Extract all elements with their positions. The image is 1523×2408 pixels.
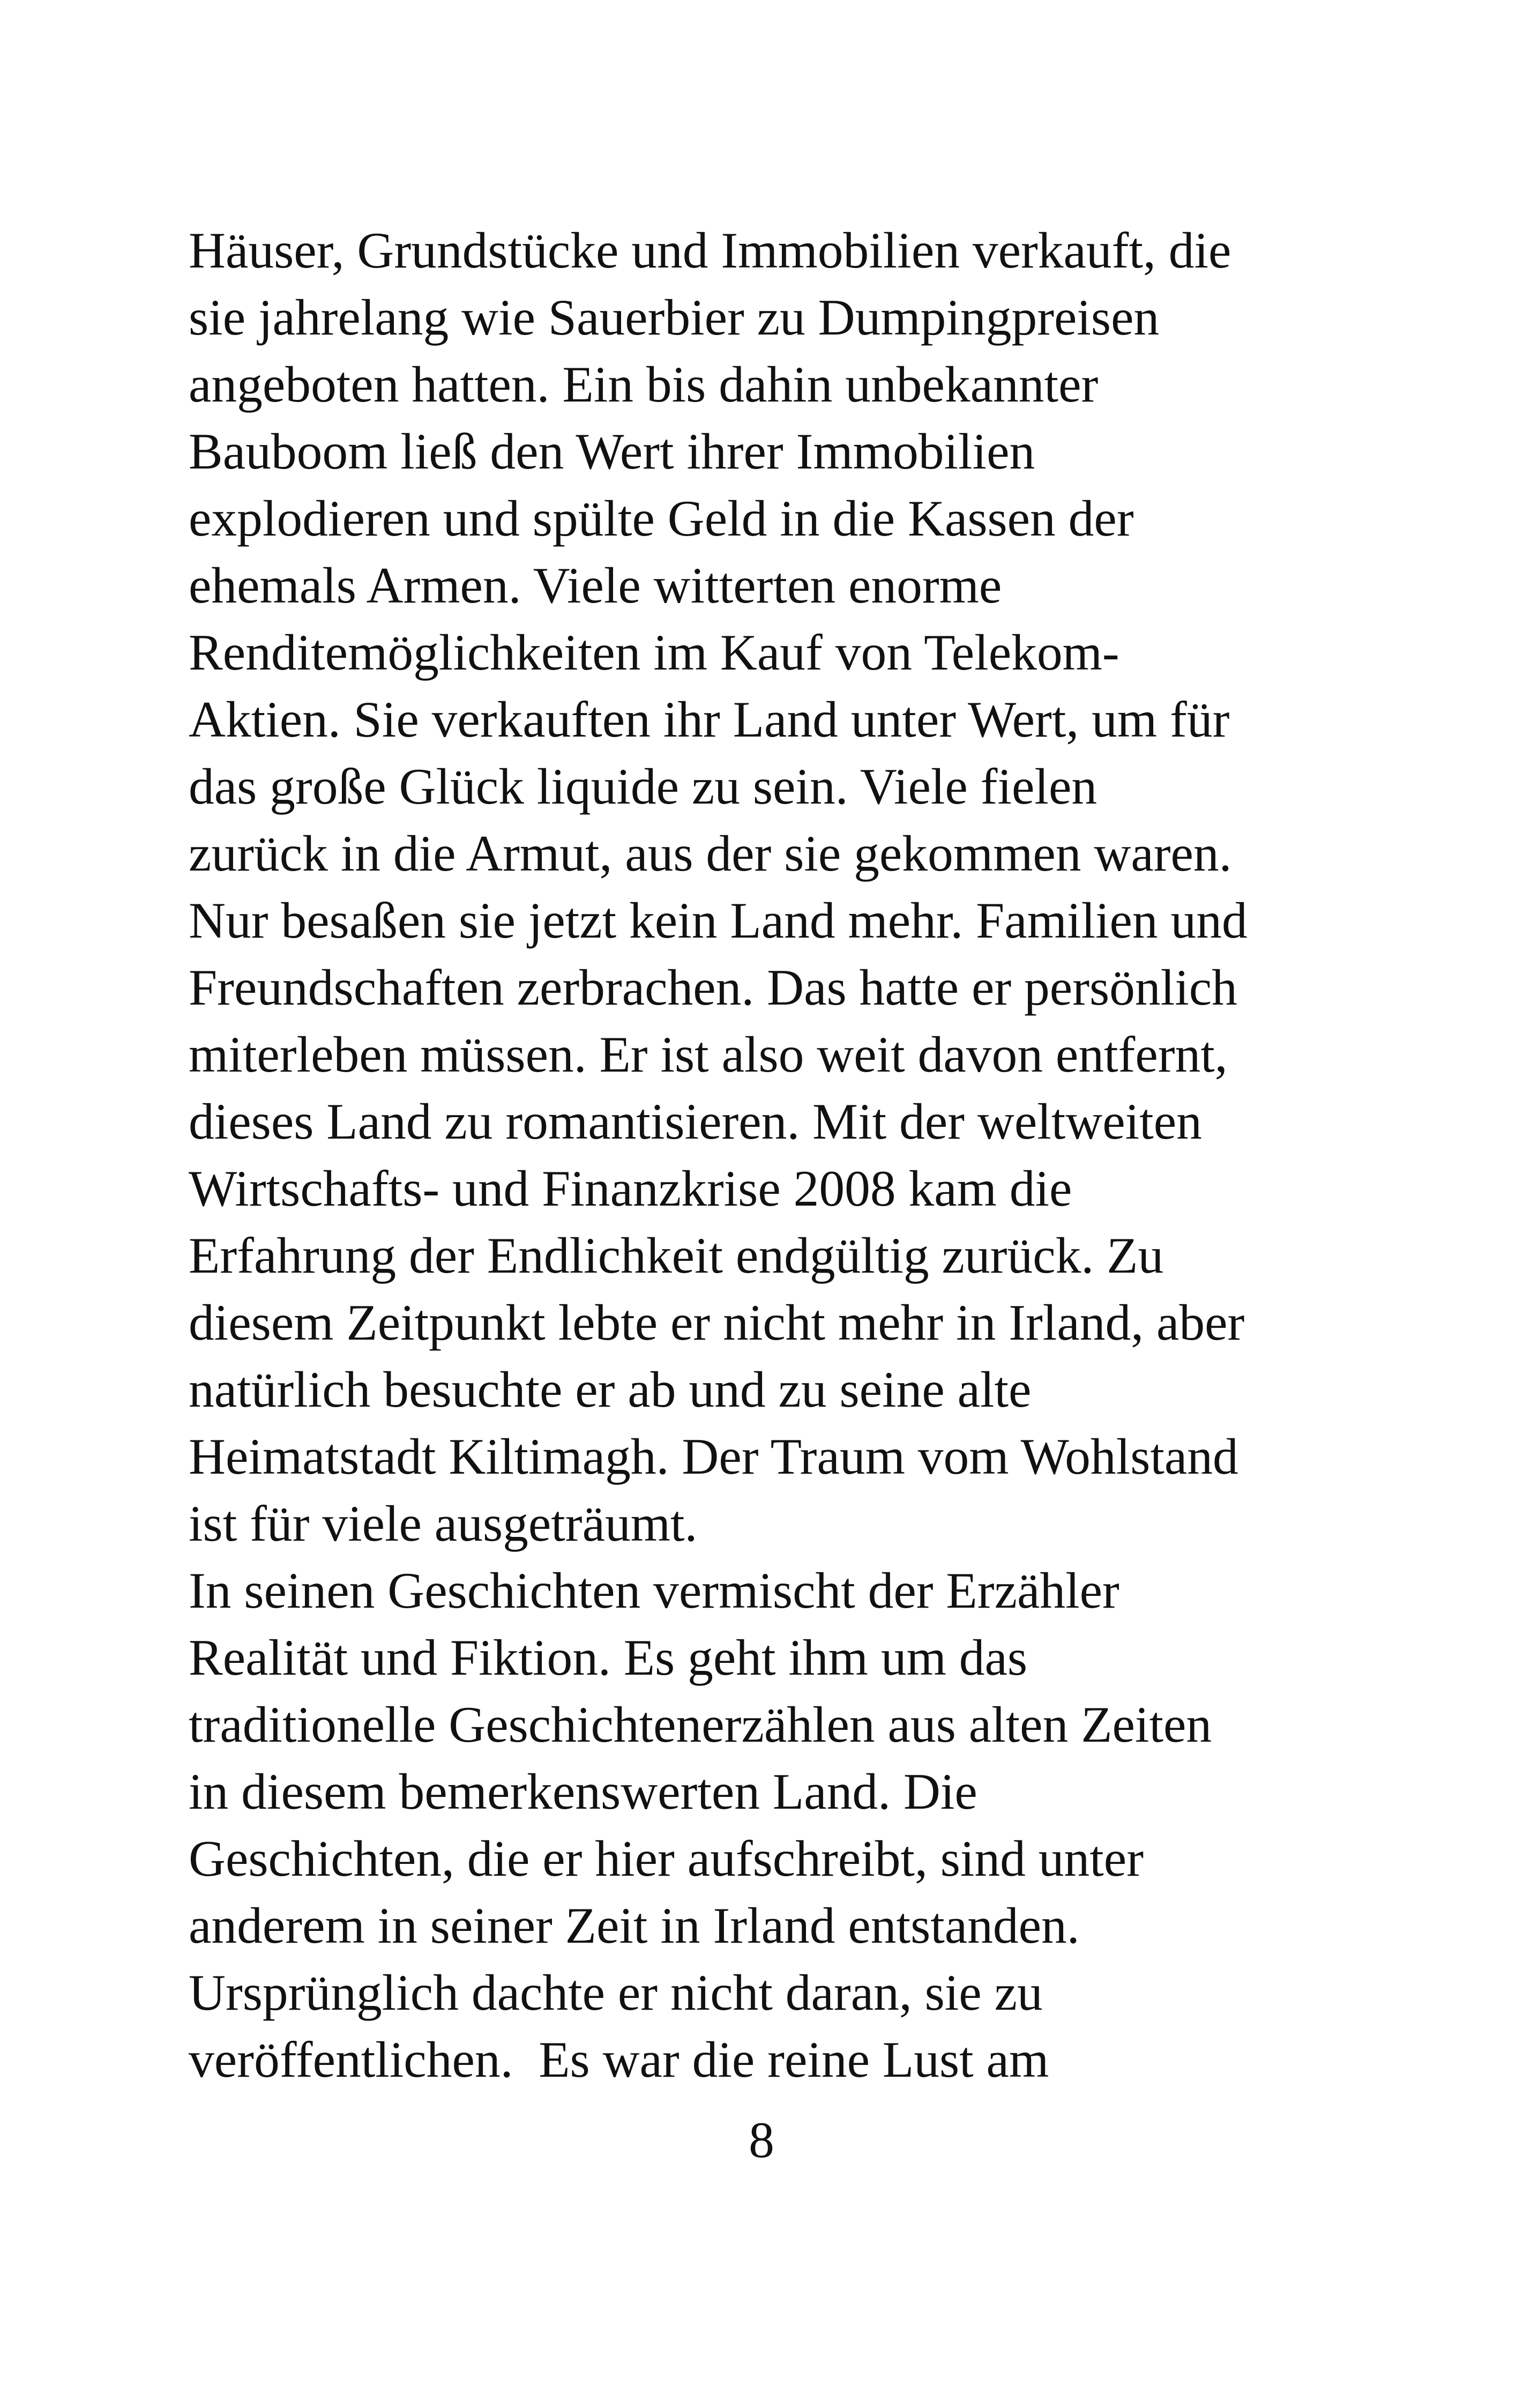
text-line: das große Glück liquide zu sein. Viele fielen	[189, 758, 1098, 815]
text-line: Aktien. Sie verkauften ihr Land unter Wert, um für	[189, 691, 1230, 748]
text-line: ehemals Armen. Viele witterten enorme	[189, 557, 1002, 614]
text-line: Freundschaften zerbrachen. Das hatte er persönlich	[189, 959, 1237, 1016]
text-line: diesem Zeitpunkt lebte er nicht mehr in Irland, aber	[189, 1294, 1245, 1351]
text-line: veröffentlichen. Es war die reine Lust am	[189, 2031, 1049, 2088]
text-line: in diesem bemerkenswerten Land. Die	[189, 1763, 977, 1820]
text-line: In seinen Geschichten vermischt der Erzähler	[189, 1562, 1119, 1619]
text-line: dieses Land zu romantisieren. Mit der weltweiten	[189, 1093, 1202, 1150]
text-line: sie jahrelang wie Sauerbier zu Dumpingpreisen	[189, 289, 1160, 346]
page-number: 8	[749, 2112, 774, 2168]
text-line: zurück in die Armut, aus der sie gekommen waren.	[189, 825, 1232, 882]
body-text	[189, 217, 1378, 2093]
text-line: natürlich besuchte er ab und zu seine alte	[189, 1361, 1032, 1418]
text-line: Geschichten, die er hier aufschreibt, sind unter	[189, 1830, 1144, 1887]
text-line: traditionelle Geschichtenerzählen aus alten Zeiten	[189, 1696, 1212, 1753]
text-line: miterleben müssen. Er ist also weit davon entfernt,	[189, 1026, 1228, 1083]
text-line: Ursprünglich dachte er nicht daran, sie zu	[189, 1964, 1043, 2021]
text-line: angeboten hatten. Ein bis dahin unbekannter	[189, 356, 1099, 413]
text-line: Bauboom ließ den Wert ihrer Immobilien	[189, 423, 1035, 480]
text-line: ist für viele ausgeträumt.	[189, 1495, 698, 1552]
text-line: anderem in seiner Zeit in Irland entstanden.	[189, 1897, 1080, 1954]
text-line: Erfahrung der Endlichkeit endgültig zurück. Zu	[189, 1227, 1164, 1284]
text-line: explodieren und spülte Geld in die Kassen der	[189, 490, 1134, 547]
text-line: Wirtschafts- und Finanzkrise 2008 kam die	[189, 1160, 1072, 1217]
text-line: Heimatstadt Kiltimagh. Der Traum vom Wohlstand	[189, 1428, 1238, 1485]
text-line: Häuser, Grundstücke und Immobilien verkauft, die	[189, 222, 1231, 279]
text-line: Nur besaßen sie jetzt kein Land mehr. Familien und	[189, 892, 1248, 949]
text-line: Realität und Fiktion. Es geht ihm um das	[189, 1629, 1028, 1686]
text-line: Renditemöglichkeiten im Kauf von Telekom-	[189, 624, 1119, 681]
